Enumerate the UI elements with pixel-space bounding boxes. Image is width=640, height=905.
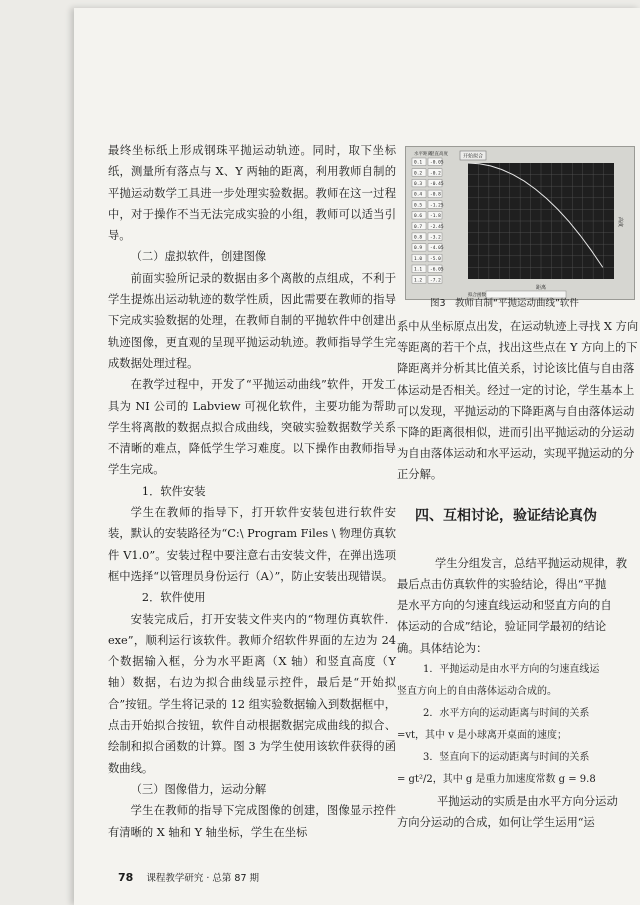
paragraph-use: 安装完成后，打开安装文件夹内的“物理仿真软件．exe”，顺利运行该软件。教师介绍软件界面的左边为 24 个数据输入框，分为水平距离（X 轴）和竖直高度（Y 轴）数据，右边为拟合曲线显示控件，最后是“开始拟合”按钮。学生将记录的 12 组实验数据输入到数据框中，点击开始拟合按钮，软件自动根据数据完成曲线的拟合、绘制和拟合函数的计算。图 3 为学生使用该软件获得的函数曲线。	[108, 612, 396, 775]
y-input-value: -1.25	[430, 203, 444, 209]
paragraph-software-dev: 在教学过程中，开发了“平抛运动曲线”软件，开发工具为 NI 公司的 Labview 可视化软件，主要功能为帮助学生将离散的数据点拟合成曲线，突破实验数据数学关系不清晰的难点，降低学生学习难度。以下操作由教师指导学生完成。	[108, 378, 396, 477]
conclusion-line: 3．竖直向下的运动距离与时间的关系	[423, 751, 590, 763]
page-footer	[118, 870, 259, 884]
conclusion-line: = gt²/2，其中 g 是重力加速度常数 g = 9.8	[397, 773, 596, 785]
paragraph-data-processing: 前面实验所记录的数据由多个离散的点组成，不利于学生提炼出运动轨迹的数学性质，因此需要在教师的指导下完成实验数据的处理，在教师自制的平抛软件中创建出轨迹图像，更直观的呈现平抛运动轨迹。教师指导学生完成数据处理过程。	[108, 271, 396, 370]
journal-name: 课程教学研究 · 总第 87 期	[146, 873, 260, 884]
text-line: 最后点击仿真软件的实验结论，得出“平抛	[397, 578, 607, 592]
text-line: 是水平方向的匀速直线运动和竖直方向的自	[397, 599, 612, 613]
x-column-header: 水平距离	[414, 152, 432, 157]
text-line: 方向分运动的合成，如何让学生运用“运	[397, 816, 595, 830]
fit-function-label: 拟合函数	[468, 293, 486, 298]
software-screenshot	[406, 147, 634, 299]
paragraph-intro: 最终坐标纸上形成钢珠平抛运动轨迹。同时，取下坐标纸，测量所有落点与 X、Y 两轴的距离，利用教师自制的平抛运动数学工具进一步处理实验数据。教师在这一过程中，对于操作不当无法完成实验的小组，教师可以适当引导。	[108, 144, 396, 243]
y-input-value: -5.0	[430, 256, 441, 262]
text-line: 等距离的若干个点，找出这些点在 Y 方向上的下	[397, 341, 638, 355]
conclusion-line: 1．平抛运动是由水平方向的匀速直线运	[423, 663, 600, 675]
x-input-value: 0.3	[414, 182, 423, 187]
y-input-value: -6.05	[430, 267, 444, 273]
paragraph-group-discussion	[397, 553, 640, 659]
text-line: 下降的距离很相似，进而引出平抛运动的分运动	[397, 426, 635, 440]
paragraph-install: 学生在教师的指导下，打开软件安装包进行软件安装，默认的安装路径为“C:\ Program Files \ 物理仿真软件 V1.0”。安装过程中要注意右击安装文件，在弹出选项框中选择“以管理员身份运行（A）”，防止安装出现错误。	[108, 506, 396, 583]
text-line: 为自由落体运动和水平运动，实现平抛运动的分	[397, 447, 635, 461]
figure-caption: 图3 教师自制“平抛运动曲线”软件	[430, 298, 579, 309]
x-input-value: 0.2	[414, 171, 423, 177]
right-text-column	[397, 316, 640, 833]
y-input-value: -0.8	[430, 192, 441, 198]
paragraph-essence	[397, 791, 640, 833]
y-input-value: -0.45	[430, 182, 444, 187]
x-input-value: 0.9	[414, 246, 423, 252]
y-column-header: 竖直高度	[430, 152, 448, 157]
text-line: 正分解。	[397, 468, 443, 482]
conclusion-list	[397, 659, 640, 791]
text-line: 平抛运动的实质是由水平方向分运动	[437, 794, 618, 808]
heading-virtual-software: （二）虚拟软件，创建图像	[130, 250, 267, 264]
x-input-value: 0.5	[414, 203, 423, 209]
conclusion-line: 竖直方向上的自由落体运动合成的。	[397, 685, 557, 697]
conclusion-line: 2．水平方向的运动距离与时间的关系	[423, 707, 590, 719]
y-input-value: -0.2	[430, 171, 441, 177]
y-input-value: -7.2	[430, 278, 441, 284]
heading-image-decomposition: （三）图像借力，运动分解	[130, 782, 267, 796]
x-input-value: 1.0	[414, 256, 423, 262]
page-number: 78	[118, 871, 134, 884]
heading-software-use: 2．软件使用	[141, 591, 206, 605]
text-line: 确。具体结论为：	[397, 641, 488, 655]
section-heading: 四、互相讨论，验证结论真伪	[415, 507, 597, 524]
text-line: 体运动的合成”结论，验证同学最初的结论	[397, 620, 607, 634]
conclusion-line: =vt，其中 v 是小球离开桌面的速度；	[397, 729, 568, 741]
y-input-value: -4.05	[430, 246, 444, 252]
x-axis-label: 距离	[535, 285, 547, 291]
y-input-value: -2.45	[430, 224, 444, 230]
x-input-value: 0.7	[414, 224, 423, 230]
paragraph-coordinate-analysis	[397, 316, 640, 486]
left-text-column	[108, 140, 396, 843]
y-input-value: -3.2	[430, 235, 441, 241]
software-screenshot-figure	[405, 146, 635, 300]
text-line: 体运动是否相关。经过一定的讨论，学生基本上	[397, 383, 635, 397]
x-input-value: 0.4	[414, 192, 423, 198]
y-axis-label: 高度	[617, 217, 623, 228]
x-input-value: 1.2	[414, 278, 423, 284]
text-line: 降距离并分析其比值关系，讨论该比值与自由落	[397, 362, 635, 376]
x-input-value: 0.8	[414, 235, 423, 241]
heading-software-install: 1．软件安装	[141, 484, 206, 498]
paragraph-image: 学生在教师的指导下完成图像的创建，图像显示控件有清晰的 X 轴和 Y 轴坐标，学生在坐标	[108, 804, 396, 839]
text-line: 系中从坐标原点出发，在运动轨迹上寻找 X 方向	[397, 320, 639, 333]
y-input-value: -1.8	[430, 214, 441, 220]
text-line: 学生分组发言，总结平抛运动规律，教	[435, 556, 628, 570]
x-input-value: 0.6	[414, 214, 423, 220]
text-line: 可以发现，平抛运动的下降距离与自由落体运动	[397, 404, 635, 418]
start-fit-button[interactable]: 开始拟合	[462, 153, 484, 160]
y-input-value: -0.05	[430, 160, 444, 166]
x-input-value: 1.1	[414, 267, 423, 273]
x-input-value: 0.1	[414, 160, 423, 166]
